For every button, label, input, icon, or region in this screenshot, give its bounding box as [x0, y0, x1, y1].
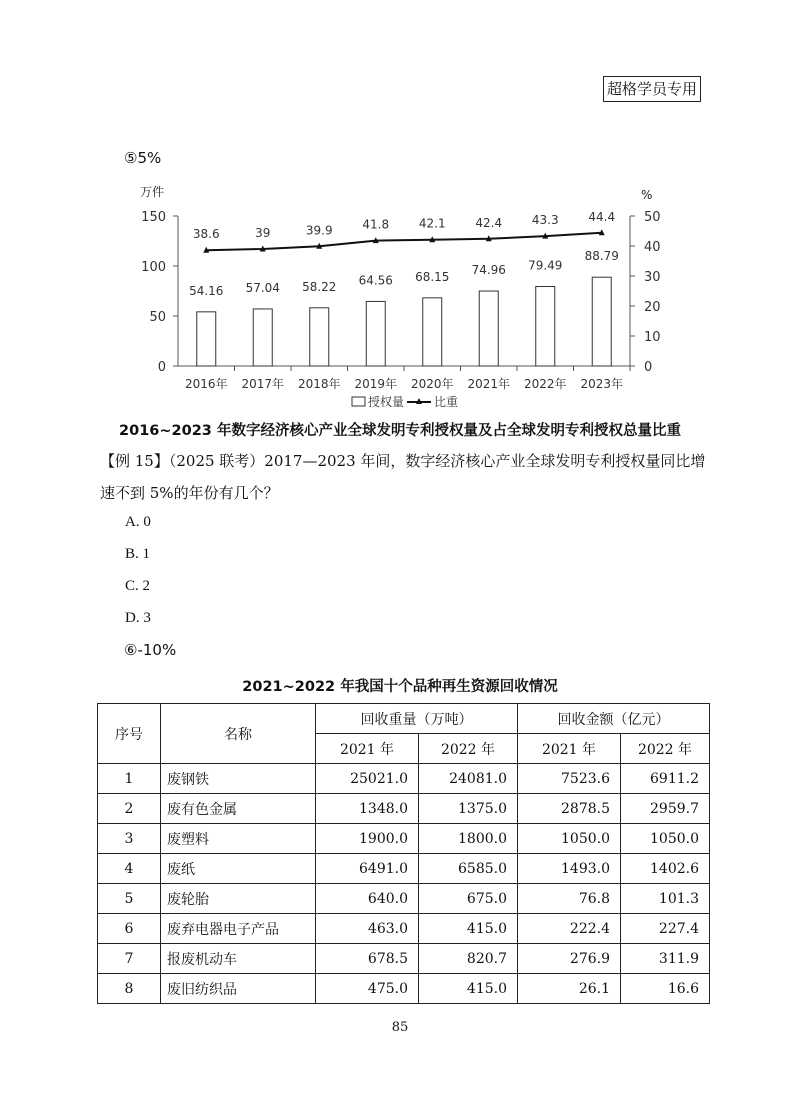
bar — [253, 309, 272, 366]
bar — [197, 312, 216, 366]
table-row — [98, 794, 710, 824]
header-weight-2022: 2022 年 — [419, 734, 518, 764]
row-amount-2021: 1050.0 — [518, 824, 621, 854]
bar — [536, 287, 555, 366]
row-name: 废钢铁 — [161, 764, 316, 794]
row-weight-2021: 1348.0 — [316, 794, 419, 824]
table-row — [98, 944, 710, 974]
row-weight-2022: 1800.0 — [419, 824, 518, 854]
ratio-value-label: 44.4 — [588, 209, 616, 224]
table-row — [98, 854, 710, 884]
bar-value-label: 88.79 — [584, 249, 619, 264]
question-line-1: 【例 15】（2025 联考）2017—2023 年间，数字经济核心产业全球发明专利授权量同比增 — [100, 452, 706, 470]
x-tick-label: 2023年 — [580, 377, 624, 391]
row-name: 废弃电器电子产品 — [161, 914, 316, 944]
row-weight-2021: 6491.0 — [316, 854, 419, 884]
header-no: 序号 — [98, 704, 161, 764]
question-line-2: 速不到 5%的年份有几个？ — [100, 484, 279, 502]
y2-axis-label: % — [641, 188, 653, 202]
x-tick-label: 2022年 — [523, 377, 567, 391]
ratio-value-label: 42.4 — [475, 215, 503, 230]
x-tick-label: 2018年 — [297, 377, 341, 391]
y2-tick-label: 10 — [644, 330, 661, 345]
bar — [592, 277, 611, 366]
y2-tick-label: 50 — [644, 210, 661, 225]
bar-value-label: 54.16 — [189, 283, 224, 298]
bar — [310, 308, 329, 366]
bar — [479, 291, 498, 366]
patent-chart — [0, 0, 800, 420]
header-weight-2021: 2021 年 — [316, 734, 419, 764]
row-amount-2022: 2959.7 — [621, 794, 710, 824]
row-weight-2022: 1375.0 — [419, 794, 518, 824]
row-name: 废纸 — [161, 854, 316, 884]
row-amount-2021: 26.1 — [518, 974, 621, 1004]
header-amount-2022: 2022 年 — [621, 734, 710, 764]
y2-tick-label: 0 — [644, 360, 653, 375]
header-amount: 回收金额（亿元） — [518, 704, 710, 734]
ratio-value-label: 43.3 — [531, 213, 559, 228]
legend-line-label: 比重 — [434, 395, 459, 409]
y2-tick-label: 30 — [644, 270, 661, 285]
table-row — [98, 764, 710, 794]
row-weight-2021: 1900.0 — [316, 824, 419, 854]
row-amount-2022: 101.3 — [621, 884, 710, 914]
row-name: 废塑料 — [161, 824, 316, 854]
row-weight-2021: 25021.0 — [316, 764, 419, 794]
table-row — [98, 974, 710, 1004]
bar-value-label: 58.22 — [302, 279, 337, 294]
row-name: 废轮胎 — [161, 884, 316, 914]
row-amount-2021: 7523.6 — [518, 764, 621, 794]
badge: 超格学员专用 — [603, 76, 701, 102]
row-amount-2022: 6911.2 — [621, 764, 710, 794]
row-weight-2022: 415.0 — [419, 974, 518, 1004]
ratio-value-label: 39.9 — [305, 223, 333, 238]
y-axis-label: 万件 — [140, 185, 165, 199]
row-amount-2022: 1402.6 — [621, 854, 710, 884]
row-weight-2022: 6585.0 — [419, 854, 518, 884]
row-name: 废旧纺织品 — [161, 974, 316, 1004]
row-weight-2021: 678.5 — [316, 944, 419, 974]
table-header-row — [98, 704, 710, 734]
x-tick-label: 2020年 — [410, 377, 454, 391]
bar-value-label: 64.56 — [358, 273, 393, 288]
ratio-value-label: 41.8 — [362, 217, 390, 232]
row-amount-2021: 1493.0 — [518, 854, 621, 884]
header-name: 名称 — [161, 704, 316, 764]
row-no: 6 — [98, 914, 161, 944]
option-a[interactable]: A. 0 — [125, 514, 151, 530]
bar-value-label: 57.04 — [245, 280, 280, 295]
table-title: 2021~2022 年我国十个品种再生资源回收情况 — [242, 679, 558, 695]
row-amount-2022: 16.6 — [621, 974, 710, 1004]
row-amount-2022: 227.4 — [621, 914, 710, 944]
header-amount-2021: 2021 年 — [518, 734, 621, 764]
bar — [423, 298, 442, 366]
row-amount-2021: 276.9 — [518, 944, 621, 974]
y-tick-label: 0 — [157, 360, 166, 375]
row-weight-2022: 415.0 — [419, 914, 518, 944]
y-tick-label: 100 — [141, 260, 166, 275]
section-label-neg10pct: ⑥-10% — [124, 641, 177, 659]
row-amount-2021: 222.4 — [518, 914, 621, 944]
x-tick-label: 2016年 — [184, 377, 228, 391]
row-amount-2021: 76.8 — [518, 884, 621, 914]
bar-value-label: 74.96 — [471, 263, 506, 278]
row-no: 1 — [98, 764, 161, 794]
option-d[interactable]: D. 3 — [125, 610, 151, 626]
ratio-value-label: 42.1 — [418, 216, 446, 231]
row-name: 报废机动车 — [161, 944, 316, 974]
row-no: 4 — [98, 854, 161, 884]
row-amount-2022: 311.9 — [621, 944, 710, 974]
legend-bar-label: 授权量 — [368, 395, 405, 409]
row-amount-2021: 2878.5 — [518, 794, 621, 824]
y2-tick-label: 20 — [644, 300, 661, 315]
row-no: 3 — [98, 824, 161, 854]
y-tick-label: 150 — [141, 210, 166, 225]
row-no: 8 — [98, 974, 161, 1004]
legend-bar-swatch — [352, 397, 365, 406]
row-amount-2022: 1050.0 — [621, 824, 710, 854]
row-no: 2 — [98, 794, 161, 824]
row-no: 7 — [98, 944, 161, 974]
table-row — [98, 884, 710, 914]
ratio-value-label: 39 — [255, 226, 271, 240]
header-weight: 回收重量（万吨） — [316, 704, 518, 734]
row-weight-2022: 820.7 — [419, 944, 518, 974]
bar-value-label: 79.49 — [528, 258, 563, 273]
option-b[interactable]: B. 1 — [125, 546, 151, 562]
row-weight-2021: 463.0 — [316, 914, 419, 944]
page-number: 85 — [391, 1020, 409, 1035]
table-row — [98, 914, 710, 944]
bar-value-label: 68.15 — [415, 269, 450, 284]
row-no: 5 — [98, 884, 161, 914]
row-weight-2021: 640.0 — [316, 884, 419, 914]
y2-tick-label: 40 — [644, 240, 661, 255]
ratio-value-label: 38.6 — [192, 227, 220, 242]
row-weight-2022: 24081.0 — [419, 764, 518, 794]
bar — [366, 301, 385, 366]
row-weight-2022: 675.0 — [419, 884, 518, 914]
section-label-5pct: ⑤5% — [124, 149, 162, 167]
row-name: 废有色金属 — [161, 794, 316, 824]
x-tick-label: 2019年 — [354, 377, 398, 391]
table-row — [98, 824, 710, 854]
row-weight-2021: 475.0 — [316, 974, 419, 1004]
x-tick-label: 2021年 — [467, 377, 511, 391]
chart-title: 2016~2023 年数字经济核心产业全球发明专利授权量及占全球发明专利授权总量比重 — [119, 423, 681, 439]
x-tick-label: 2017年 — [241, 377, 285, 391]
y-tick-label: 50 — [149, 310, 166, 325]
option-c[interactable]: C. 2 — [125, 578, 151, 594]
recycling-table — [97, 703, 710, 1004]
